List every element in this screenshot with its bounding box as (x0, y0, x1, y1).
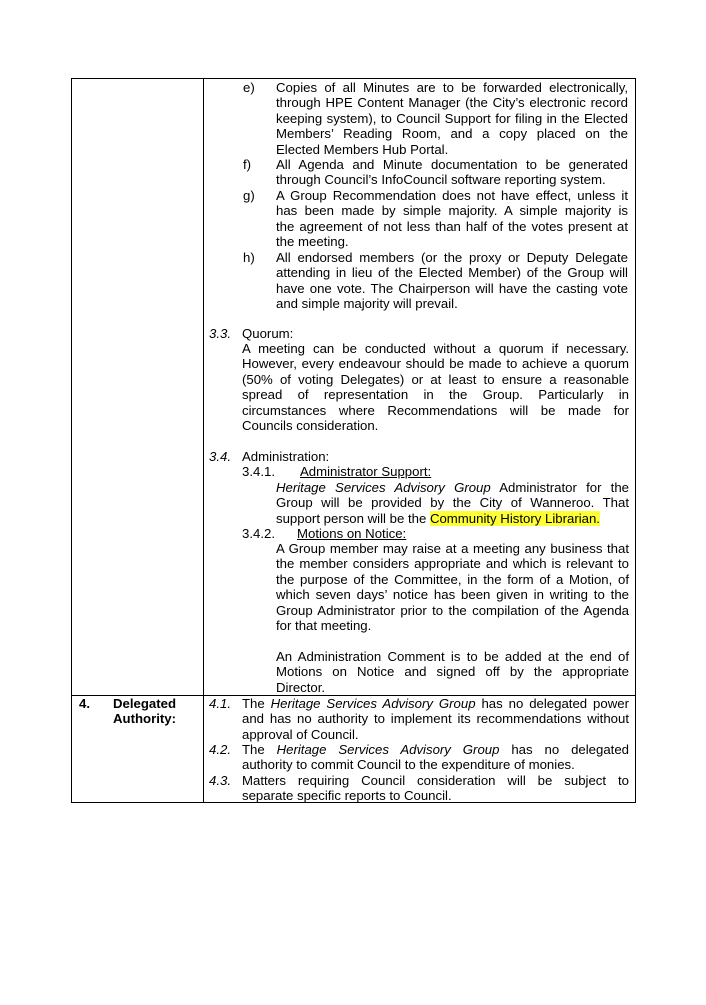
clause-line: separate specific reports to Council. (242, 788, 452, 804)
clause-line (242, 742, 629, 757)
item-line: through Council’s InfoCouncil software reporting system. (276, 172, 606, 188)
column-divider (203, 79, 204, 802)
clause-line: circumstances where Recommendations will be made for (242, 402, 629, 418)
text-run: has no delegated power (475, 696, 629, 711)
clause-line: Matters requiring Council consideration will be subject to (242, 773, 629, 788)
clause-line: authority to commit Council to the expenditure of monies. (242, 757, 575, 773)
clause-number: 4.1. (209, 696, 231, 711)
clause-heading: Administration: (242, 449, 330, 464)
clause-heading: Quorum: (242, 326, 294, 341)
group-name: Heritage Services Advisory Group (276, 480, 491, 495)
item-line: Members’ Reading Room, and a copy placed on the (276, 126, 628, 142)
group-name: Heritage Services Advisory Group (270, 696, 476, 711)
item-label: f) (243, 157, 252, 172)
clause-number: 4.2. (209, 742, 231, 757)
clause-line: However, every endeavour should be made to achieve a quorum (242, 356, 629, 372)
item-label: h) (243, 250, 255, 265)
text-run: has no delegated (499, 742, 629, 757)
text-run: The (242, 742, 277, 757)
item-line: keeping system), to Council Support for filing in the Elected (276, 110, 628, 126)
administrator-line (276, 480, 629, 495)
item-line: through HPE Content Manager (the City’s electronic record (276, 95, 628, 111)
item-line: All Agenda and Minute documentation to be generated (276, 157, 628, 172)
section-title: Authority: (113, 711, 176, 726)
motion-line: for that meeting. (276, 618, 372, 634)
motion-line: which seven days’ notice has been given in writing to the (276, 587, 629, 603)
clause-number: 4.3. (209, 773, 231, 788)
clause-line: Councils consideration. (242, 418, 379, 434)
text-run: support person will be the (276, 510, 430, 526)
motion-line: Director. (276, 679, 326, 695)
clause-line: A meeting can be conducted without a quorum if necessary. (242, 341, 629, 356)
subclause-heading: Administrator Support: (300, 464, 432, 479)
clause-line: and has no authority to implement its recommendations without (242, 711, 629, 727)
item-line: the meeting. (276, 234, 349, 250)
subclause-number: 3.4.2. (242, 526, 275, 541)
item-line: A Group Recommendation does not have effect, unless it (276, 188, 628, 203)
motion-line: Motions on Notice and signed off by the appropriate (276, 664, 629, 680)
motion-line: the member considers appropriate and which is relevant to (276, 556, 629, 572)
motion-line: An Administration Comment is to be added at the end of (276, 649, 629, 664)
item-line: attending in lieu of the Elected Member) of the Group will (276, 265, 628, 281)
administrator-line (276, 511, 629, 526)
clause-number: 3.4. (209, 449, 231, 464)
item-line: has been made by simple majority. A simple majority is (276, 203, 628, 219)
item-line: Copies of all Minutes are to be forwarded electronically, (276, 80, 628, 95)
clause-line: (50% of voting Delegates) or at least to ensure a reasonable (242, 371, 629, 387)
clause-line (242, 696, 629, 711)
clause-line: spread of representation in the Group. Particularly in (242, 387, 629, 403)
text-run: Administrator for the (490, 480, 629, 495)
item-line: the agreement of not less than half of the votes present at (276, 218, 628, 234)
text-run: The (242, 696, 271, 711)
item-line: Elected Members Hub Portal. (276, 141, 449, 157)
motion-line: Group Administrator prior to the compilation of the Agenda (276, 602, 629, 618)
subclause-number: 3.4.1. (242, 464, 275, 479)
section-title: Delegated (113, 696, 177, 711)
clause-number: 3.3. (209, 326, 231, 341)
section-number: 4. (79, 696, 90, 711)
administrator-line: Group will be provided by the City of Wanneroo. That (276, 495, 629, 511)
item-line: and simple majority will prevail. (276, 296, 458, 312)
motion-line: the purpose of the Committee, in the form of a Motion, of (276, 571, 629, 587)
item-label: g) (243, 188, 255, 203)
clause-line: approval of Council. (242, 726, 359, 742)
item-line: All endorsed members (or the proxy or Deputy Delegate (276, 250, 628, 265)
highlighted-text: Community History Librarian. (429, 510, 600, 526)
group-name: Heritage Services Advisory Group (276, 742, 500, 757)
item-line: have one vote. The Chairperson will have the casting vote (276, 280, 628, 296)
subclause-heading: Motions on Notice: (297, 526, 407, 541)
motion-line: A Group member may raise at a meeting any business that (276, 541, 629, 556)
item-label: e) (243, 80, 255, 95)
